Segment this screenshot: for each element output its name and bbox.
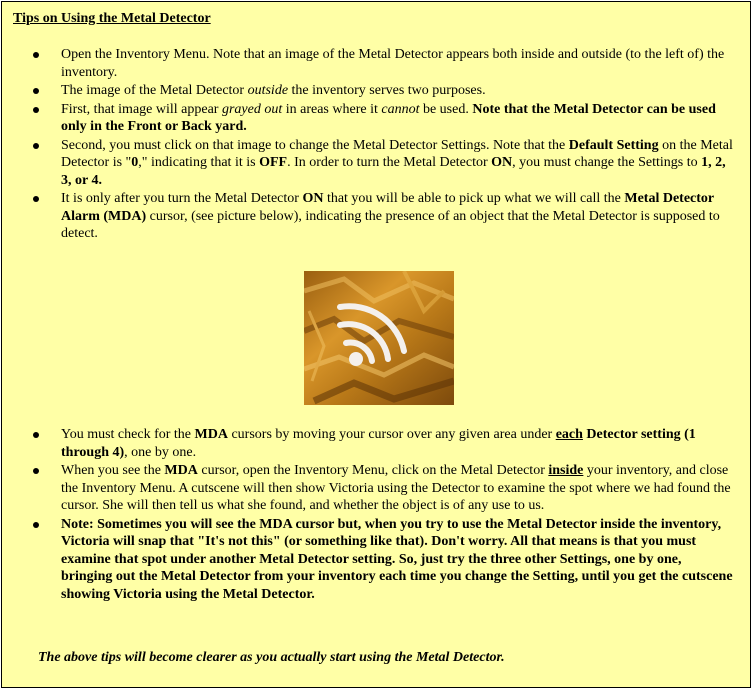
tip-emphasis: outside	[247, 83, 289, 98]
page-title: Tips on Using the Metal Detector	[13, 11, 211, 26]
tip-text: cursors by moving your cursor over any given area under	[227, 427, 556, 442]
tip-strong: 1, 2, 3, or 4.	[61, 155, 726, 188]
tip-strong: MDA	[164, 463, 198, 478]
tip-text: ," indicating that it is	[138, 155, 260, 170]
bullet-icon	[33, 143, 39, 149]
footer-note: The above tips will become clearer as you actually start using the Metal Detector.	[38, 650, 505, 665]
bullet-icon	[33, 107, 39, 113]
tip-strong: ON	[302, 191, 324, 206]
tip-text: First, that image will appear	[61, 101, 222, 117]
list-item	[2, 426, 750, 461]
bullet-icon	[33, 88, 39, 94]
bullet-icon	[33, 432, 39, 438]
list-item	[2, 190, 750, 243]
tip-strong: Metal Detector Alarm (MDA)	[61, 191, 714, 224]
bullet-icon	[33, 522, 39, 528]
list-item	[2, 462, 750, 515]
tip-strong: Note: Sometimes you will see the MDA cursor but, when you try to use the Metal Detector inside the inventory, Victoria will snap that "It's not this" (or something like that). Don't worry. All that means is that you must examine that spot under another Metal Detector setting. So, just try the three other Settings, one by one, bringing out the Metal Detector from your inventory each time you change the Setting, until you get the cutscene showing Victoria using the Metal Detector.	[61, 516, 733, 602]
tip-text: cursor, (see picture below), indicating the presence of an object that the Metal Detector is supposed to detect.	[61, 208, 720, 241]
tip-text: be used.	[419, 101, 473, 117]
tip-text: on the Metal Detector is "	[61, 137, 733, 170]
tip-text: the inventory serves two purposes.	[288, 83, 486, 98]
tip-text: Second, you must click on that image to change the Metal Detector Settings. Note that the	[61, 137, 569, 153]
bullet-icon	[33, 468, 39, 474]
tip-text: that you will be able to pick up what we will call the	[323, 191, 625, 206]
tip-strong-underline: inside	[548, 463, 584, 478]
tip-text: When you see the	[61, 463, 165, 478]
tip-emphasis: cannot	[381, 101, 420, 117]
tip-strong: ON	[491, 155, 513, 170]
list-item	[2, 137, 750, 190]
tip-text: You must check for the	[61, 427, 195, 442]
tips-box	[1, 1, 751, 688]
tips-list-bottom	[2, 426, 750, 604]
tip-strong: Default Setting	[568, 137, 659, 153]
list-item	[2, 101, 750, 136]
tip-text: , you must change the Settings to	[512, 155, 702, 170]
tip-text: cursor, open the Inventory Menu, click on the Metal Detector	[197, 463, 549, 478]
tip-strong: OFF	[259, 155, 288, 170]
bullet-icon	[33, 52, 39, 58]
tip-strong: Detector setting (1 through 4)	[61, 427, 696, 460]
tip-text: It is only after you turn the Metal Detector	[61, 191, 303, 206]
tip-strong: Note that the Metal Detector can be used only in the Front or Back yard.	[61, 101, 716, 134]
tip-text: Open the Inventory Menu. Note that an image of the Metal Detector appears both inside and outside (to the left of) the inventory.	[61, 47, 725, 80]
tip-text: The image of the Metal Detector	[61, 83, 248, 98]
bullet-icon	[33, 196, 39, 202]
tip-text: in areas where it	[282, 101, 382, 117]
list-item	[2, 82, 750, 100]
tip-strong-underline: each	[555, 427, 583, 442]
tip-strong: MDA	[194, 427, 228, 442]
tip-text: . In order to turn the Metal Detector	[287, 155, 492, 170]
tip-text: your inventory, and close the Inventory Menu. A cutscene will then show Victoria using the Detector to examine the spot where we had found the cursor. She will then tell us what she found, and whether the object is of any use to us.	[61, 463, 731, 513]
mda-cursor-picture	[304, 271, 454, 405]
list-item	[2, 516, 750, 604]
tip-emphasis: grayed out	[221, 101, 283, 117]
list-item	[2, 46, 750, 81]
tips-list-top	[2, 46, 750, 244]
tip-text: , one by one.	[124, 444, 197, 460]
tip-strong: 0	[131, 155, 139, 170]
